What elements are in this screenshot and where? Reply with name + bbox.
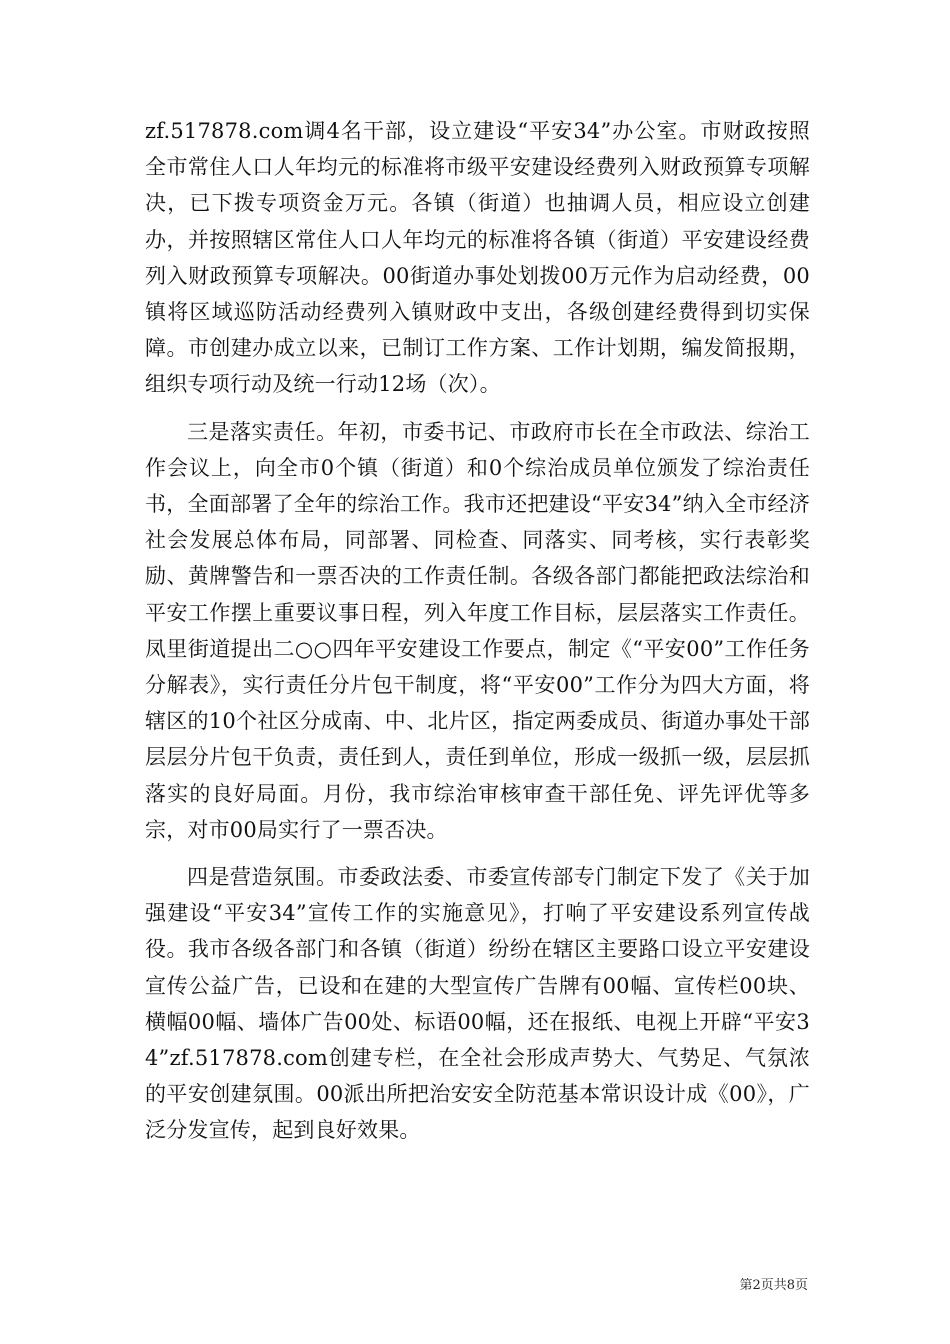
paragraph-atmosphere: 四是营造氛围。市委政法委、市委宣传部专门制定下发了《关于加强建设“平安34”宣传工作的实施意见》，打响了平安建设系列宣传战役。我市各级各部门和各镇（街道）纷纷在辖区主要路口设立平安建设宣传公益广告，已设和在建的大型宣传广告牌有00幅、宣传栏00块、横幅00幅、墙体广告00处、标语00幅，还在报纸、电视上开辟“平安34”zf.517878.com创建专栏，在全社会形成声势大、气势足、气氛浓的平安创建氛围。00派出所把治安安全防范基本常识设计成《00》，广泛分发宣传，起到良好效果。 xyxy=(145,865,810,1143)
page-footer xyxy=(739,1278,808,1294)
paragraph-continuation: zf.517878.com调4名干部，设立建设“平安34”办公室。市财政按照全市常住人口人年均元的标准将市级平安建设经费列入财政预算专项解决，已下拨专项资金万元。各镇（街道）也抽调人员，相应设立创建办，并按照辖区常住人口人年均元的标准将各镇（街道）平安建设经费列入财政预算专项解决。00街道办事处划拨00万元作为启动经费，00镇将区域巡防活动经费列入镇财政中支出，各级创建经费得到切实保障。市创建办成立以来，已制订工作方案、工作计划期，编发简报期，组织专项行动及统一行动12场（次）。 xyxy=(145,119,810,397)
document-body xyxy=(145,113,810,1149)
page-number-label: 第2页共8页 xyxy=(739,1278,808,1293)
paragraph-responsibility: 三是落实责任。年初，市委书记、市政府市长在全市政法、综治工作会议上，向全市0个镇（街道）和0个综治成员单位颁发了综治责任书，全面部署了全年的综治工作。我市还把建设“平安34”纳入全市经济社会发展总体布局，同部署、同检查、同落实、同考核，实行表彰奖励、黄牌警告和一票否决的工作责任制。各级各部门都能把政法综治和平安工作摆上重要议事日程，列入年度工作目标，层层落实工作责任。凤里街道提出二○○四年平安建设工作要点，制定《“平安00”工作任务分解表》，实行责任分片包干制度，将“平安00”工作分为四大方面，将辖区的10个社区分成南、中、北片区，指定两委成员、街道办事处干部层层分片包干负责，责任到人，责任到单位，形成一级抓一级，层层抓落实的良好局面。月份，我市综治审核审查干部任免、评先评优等多宗，对市00局实行了一票否决。 xyxy=(145,419,810,842)
